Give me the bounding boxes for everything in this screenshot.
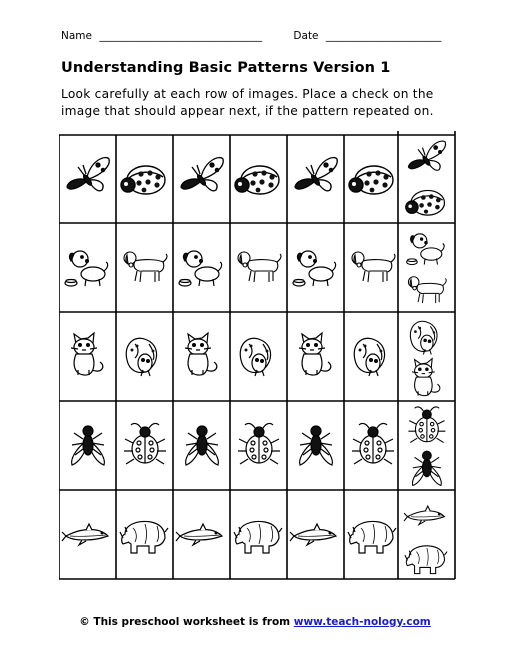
fly-icon <box>173 401 230 489</box>
fly-icon <box>287 401 344 489</box>
pattern-cell <box>230 401 287 489</box>
puppy-icon <box>173 223 230 311</box>
pattern-cell <box>173 312 230 400</box>
fly-icon <box>59 401 116 489</box>
answer-cell <box>398 223 455 311</box>
butterfly-icon <box>173 135 230 223</box>
ladybug-icon <box>344 135 401 223</box>
cat-icon[interactable] <box>398 312 455 400</box>
cat-icon <box>59 312 116 400</box>
puppy-icon <box>59 223 116 311</box>
rhino-icon <box>344 490 401 578</box>
dog-icon[interactable] <box>398 223 455 311</box>
pattern-cell <box>59 312 116 400</box>
rhino-icon <box>230 490 287 578</box>
answer-cell <box>398 401 455 489</box>
footer <box>0 616 510 628</box>
beetle-icon <box>344 401 401 489</box>
pattern-cell <box>173 135 230 223</box>
name-date-header <box>61 30 441 42</box>
ladybug-icon[interactable] <box>398 135 455 223</box>
pattern-cell <box>344 490 401 578</box>
pattern-cell <box>116 312 173 400</box>
pattern-cell <box>59 401 116 489</box>
name-label: Name <box>61 30 92 42</box>
ladybug-icon <box>230 135 287 223</box>
dolphin-icon <box>287 490 344 578</box>
date-line[interactable]: ______________________ <box>325 30 442 42</box>
answer-cell <box>398 135 455 223</box>
butterfly-icon <box>59 135 116 223</box>
footer-credit: © This preschool worksheet is from <box>79 616 294 628</box>
worksheet-title: Understanding Basic Patterns Version 1 <box>61 60 391 76</box>
pattern-cell <box>287 401 344 489</box>
pattern-cell <box>287 312 344 400</box>
cat-icon <box>287 312 344 400</box>
teach-nology-link[interactable]: www.teach-nology.com <box>293 616 431 628</box>
ladybug-icon <box>116 135 173 223</box>
beetle-icon <box>230 401 287 489</box>
pattern-cell <box>287 223 344 311</box>
moth-icon <box>116 312 173 400</box>
instructions: Look carefully at each row of images. Place a check on the image that should appear next, if the pattern repeated on. <box>61 87 434 118</box>
pattern-cell <box>230 490 287 578</box>
rhino-icon[interactable] <box>398 490 455 578</box>
pattern-cell <box>287 135 344 223</box>
pattern-cell <box>59 135 116 223</box>
dog-icon <box>230 223 287 311</box>
pattern-cell <box>230 135 287 223</box>
fly-icon[interactable] <box>398 401 455 489</box>
moth-icon <box>230 312 287 400</box>
dog-icon <box>344 223 401 311</box>
dolphin-icon <box>59 490 116 578</box>
date-label: Date <box>293 30 319 42</box>
pattern-cell <box>116 401 173 489</box>
pattern-cell <box>344 312 401 400</box>
pattern-cell <box>344 135 401 223</box>
pattern-cell <box>287 490 344 578</box>
pattern-cell <box>344 401 401 489</box>
pattern-cell <box>59 223 116 311</box>
dolphin-icon <box>173 490 230 578</box>
pattern-cell <box>116 223 173 311</box>
pattern-cell <box>173 223 230 311</box>
puppy-icon <box>287 223 344 311</box>
rhino-icon <box>116 490 173 578</box>
beetle-icon <box>116 401 173 489</box>
dog-icon <box>116 223 173 311</box>
butterfly-icon <box>287 135 344 223</box>
pattern-cell <box>116 135 173 223</box>
pattern-cell <box>230 312 287 400</box>
name-line[interactable]: _______________________________ <box>99 30 263 42</box>
answer-cell <box>398 312 455 400</box>
answer-cell <box>398 490 455 578</box>
pattern-cell <box>59 490 116 578</box>
moth-icon <box>344 312 401 400</box>
pattern-cell <box>173 490 230 578</box>
pattern-cell <box>230 223 287 311</box>
pattern-cell <box>344 223 401 311</box>
pattern-cell <box>116 490 173 578</box>
pattern-cell <box>173 401 230 489</box>
cat-icon <box>173 312 230 400</box>
